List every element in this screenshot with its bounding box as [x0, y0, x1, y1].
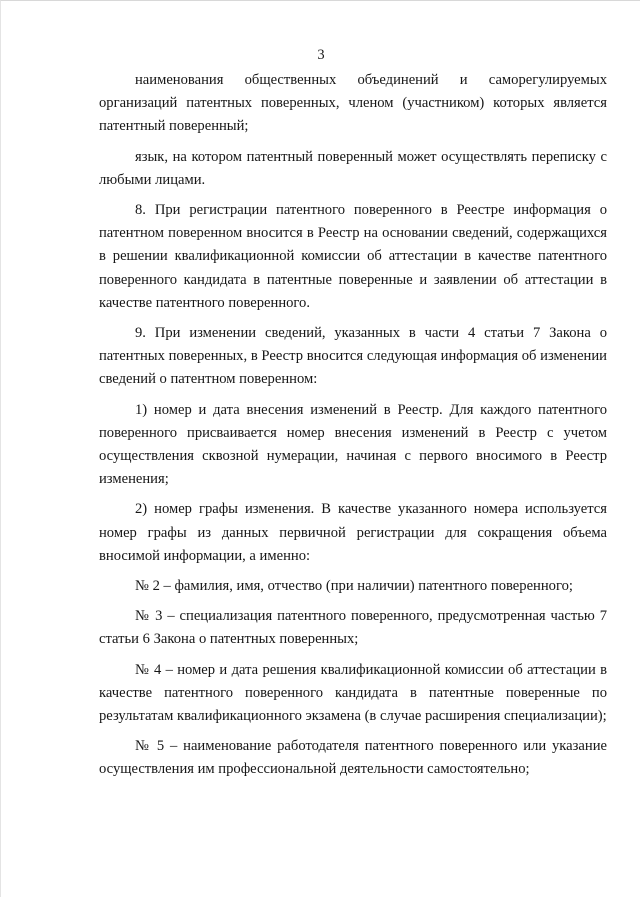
paragraph-column-5-employer: № 5 – наименование работодателя патентного поверенного или указание осуществления им профессиональной деятельности самостоятельно; [99, 738, 607, 778]
paragraph-correspondence-language: язык, на котором патентный поверенный может осуществлять переписку с любыми лицами. [99, 148, 607, 188]
document-body [99, 69, 607, 789]
paragraph-public-associations: наименования общественных объединений и саморегулируемых организаций патентных поверенных, членом (участником) которых является патентный поверенный; [99, 72, 607, 135]
paragraph-column-3-specialization: № 3 – специализация патентного поверенного, предусмотренная частью 7 статьи 6 Закона о патентных поверенных; [99, 608, 607, 648]
paragraph-item-9-changes: 9. При изменении сведений, указанных в части 4 статьи 7 Закона о патентных поверенных, в Реестр вносится следующая информация об изменении сведений о патентном поверенном: [99, 325, 607, 388]
paragraph-subitem-2-column-number: 2) номер графы изменения. В качестве указанного номера используется номер графы из данных первичной регистрации для сокращения объема вносимой информации, а именно: [99, 501, 607, 564]
paragraph-column-2-name: № 2 – фамилия, имя, отчество (при наличии) патентного поверенного; [135, 578, 573, 595]
paragraph-subitem-1-change-number: 1) номер и дата внесения изменений в Реестр. Для каждого патентного поверенного присваивается номер внесения изменений в Реестр с учетом осуществления сквозной нумерации, начиная с первого вносимого в Реестр изменения; [99, 401, 607, 488]
page-number: 3 [317, 47, 325, 63]
paragraph-item-8-registration: 8. При регистрации патентного поверенного в Реестре информация о патентном поверенном вносится в Реестр на основании сведений, содержащихся в решении квалификационной комиссии об аттестации в качестве патентного поверенного кандидата в патентные поверенные и заявлении об аттестации в качестве патентного поверенного. [99, 202, 607, 311]
paragraph-column-4-commission-decision: № 4 – номер и дата решения квалификационной комиссии об аттестации в качестве патентного поверенного кандидата в патентные поверенные по результатам квалификационного экзамена (в случае расширения специализации); [99, 661, 607, 725]
